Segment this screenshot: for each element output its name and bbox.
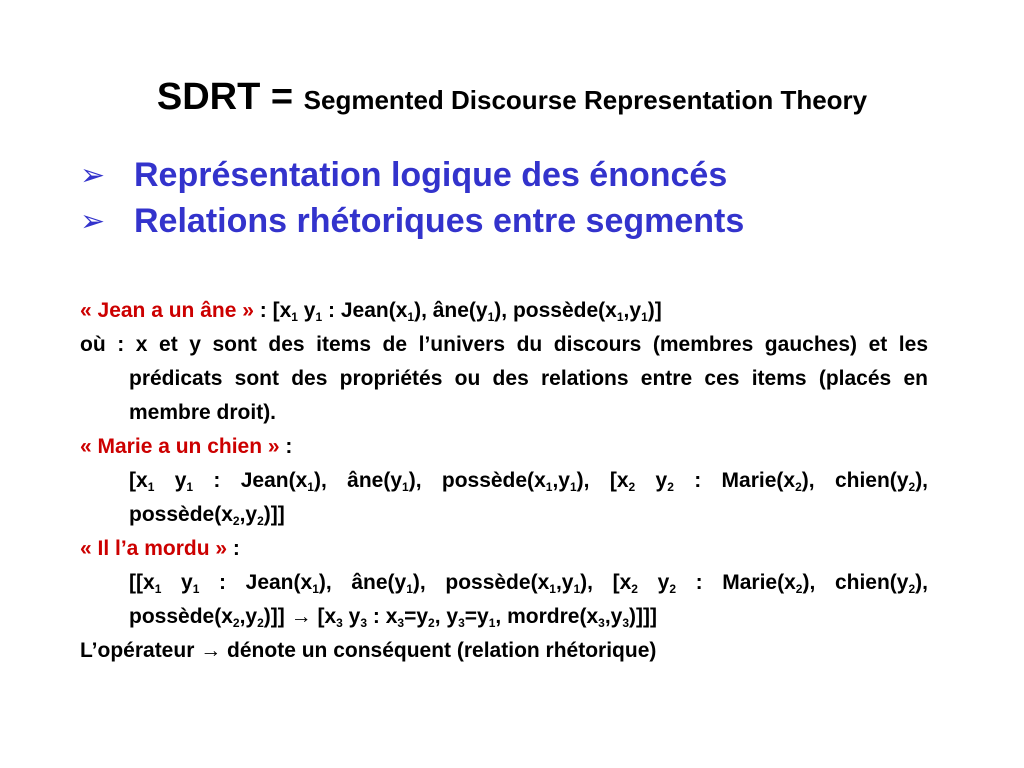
example-1 — [80, 294, 928, 328]
subscript-index: 2 — [908, 480, 916, 494]
subscript-index: 2 — [628, 480, 636, 494]
example-1-formula: : [$x_1$ $y_1$ : $Jean(x_1)$, $âne(y_1)$, $possède(x_1,y_1)$] — [253, 299, 662, 324]
subscript-index: 1 — [186, 480, 194, 494]
example-3-quote: « Il l’a mordu » — [80, 537, 228, 560]
subscript-index: 2 — [795, 582, 803, 596]
subscript-index: 2 — [428, 616, 435, 630]
implication-arrow-icon: → — [200, 639, 222, 662]
subscript-index: 3 — [458, 616, 465, 630]
conclusion: L’opérateur → dénote un conséquent (relation rhétorique) — [80, 639, 657, 662]
example-2-quote: « Marie a un chien » — [80, 435, 280, 458]
subscript-index: 2 — [667, 480, 674, 494]
subscript-index: 1 — [641, 310, 648, 324]
example-3-colon: : — [227, 537, 240, 560]
title-acronym: SDRT — [156, 76, 261, 118]
slide-body — [80, 294, 928, 668]
subscript-index: 1 — [147, 480, 155, 494]
subscript-index: 3 — [622, 616, 630, 630]
subscript-index: 1 — [312, 582, 319, 596]
subscript-index: 2 — [631, 582, 638, 596]
title-equals: = — [260, 76, 304, 118]
implication-arrow-icon: → — [290, 605, 312, 628]
explanation: où : x et y sont des items de l’univers du discours (membres gauches) et les prédicats sont des propriétés ou des relations entre ces items (placés en membre droit). — [80, 333, 928, 424]
subscript-index: 2 — [795, 480, 802, 494]
title-expansion: Segmented Discourse Representation Theory — [303, 85, 868, 115]
example-3-header — [80, 532, 928, 566]
subscript-index: 1 — [307, 480, 314, 494]
subscript-index: 1 — [406, 582, 413, 596]
subscript-index: 1 — [549, 582, 556, 596]
subscript-index: 1 — [616, 310, 624, 324]
example-3-formula: [[$x_1$ $y_1$ : $Jean(x_1)$, $âne(y_1)$, $possède(x_1,y_1)$, [$x_2$ $y_2$ : $Marie(x_2)$, $chien(y_2)$, $possède(x_2,y_2)]] \to [x_3$ $y_3$ : $x_3=y_2$, $y_3=y_1$, $mordre(x_3,y_3)$]]] — [129, 571, 928, 630]
bullet-item — [80, 152, 744, 198]
example-1-quote: « Jean a un âne » — [80, 299, 254, 322]
subscript-index: 3 — [360, 616, 368, 630]
example-2-header — [80, 430, 928, 464]
subscript-index: 1 — [315, 310, 323, 324]
subscript-index: 1 — [154, 582, 162, 596]
subscript-index: 1 — [488, 616, 496, 630]
subscript-index: 2 — [257, 616, 264, 630]
subscript-index: 2 — [908, 582, 916, 596]
arrowhead-bullet-icon: ➢ — [80, 204, 106, 238]
subscript-index: 1 — [569, 480, 577, 494]
bullet-list — [80, 152, 744, 244]
subscript-index: 1 — [487, 310, 495, 324]
subscript-index: 1 — [407, 310, 415, 324]
bullet-text: Relations rhétoriques entre segments — [134, 201, 745, 240]
bullet-item — [80, 198, 744, 244]
subscript-index: 1 — [402, 480, 409, 494]
subscript-index: 2 — [669, 582, 676, 596]
subscript-index: 1 — [291, 310, 298, 324]
subscript-index: 3 — [598, 616, 605, 630]
bullet-text: Représentation logique des énoncés — [134, 155, 728, 194]
subscript-index: 3 — [336, 616, 343, 630]
subscript-index: 2 — [232, 514, 240, 528]
subscript-index: 3 — [397, 616, 405, 630]
subscript-index: 1 — [545, 480, 553, 494]
subscript-index: 2 — [232, 616, 240, 630]
subscript-index: 2 — [257, 514, 264, 528]
arrowhead-bullet-icon: ➢ — [80, 158, 106, 192]
subscript-index: 1 — [192, 582, 200, 596]
example-2-colon: : — [279, 435, 293, 458]
subscript-index: 1 — [573, 582, 581, 596]
slide-title — [0, 76, 1024, 119]
example-2-formula: [$x_1$ $y_1$ : $Jean(x_1)$, $âne(y_1)$, $possède(x_1,y_1)$, [$x_2$ $y_2$ : $Marie(x_2)$, $chien(y_2)$, $possède(x_2,y_2)$]] — [129, 469, 929, 528]
